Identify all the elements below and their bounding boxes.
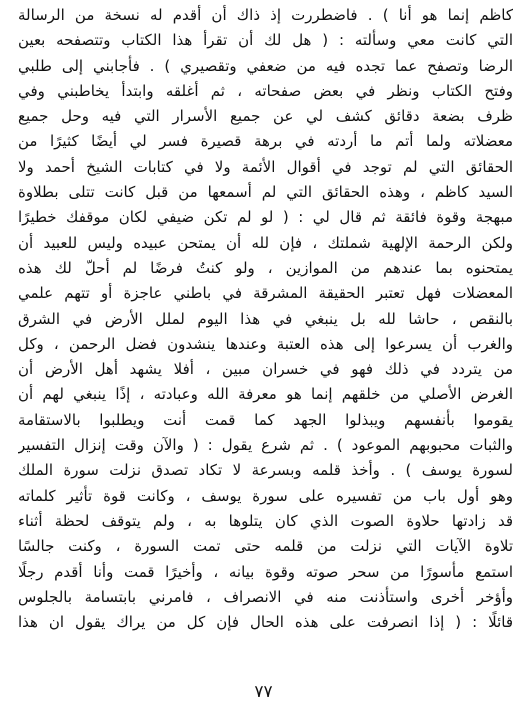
text-line: الرضا وتصفح عما تجده فيه من ضعفي وتقصيري ) . فأجابني إلى طلبي (18, 56, 513, 75)
text-line: بالنقص ، حاشا لله بل ينبغي في هذا اليوم لملل الأرض في الشرق (18, 309, 513, 328)
text-line: ولكن الرحمة الإلهية شملتك ، فإن لله أن يمتحن عبيده وليس للعبيد أن (18, 233, 513, 252)
text-line: كاظم إنما هو أنا ) . فاضطررت إذ ذاك أن أقدم له نسخة من الرسالة (18, 6, 513, 24)
text-line: ظرف بضعة دقائق كشف لي عن جميع الأسرار التي فيه وحل جميع (18, 107, 513, 126)
text-line: قائلًا : ( إذا انصرفت على هذه الحال فإن كل من يراك يقول ان هذا (18, 613, 513, 632)
text-line: تلاوة الآيات التي نزلت من قلمه حتى تمت السورة ، وكنت جالسًا (18, 537, 513, 556)
text-line: وأؤخر أخرى واستأذنت منه في الانصراف ، فامرني بابتسامة بالجلوس (18, 587, 513, 606)
text-line: الحقائق التي لم توجد في أقوال الأئمة ولا في كتابات الشيخ أحمد ولا (18, 157, 513, 176)
text-line: التي كانت معي وسألته : ( هل لك أن تقرأ هذا الكتاب وتتصفحه بعين (18, 31, 513, 50)
text-line: السيد كاظم ، وهذه الحقائق التي لم أسمعها من قبل كانت تتلى بطلاوة (18, 183, 513, 202)
text-line: من يتردد في ذلك فهو في خسران مبين ، أفلا يشهد أهل الأرض أن (18, 360, 513, 379)
text-line: المعضلات فهل تعتبر الحقيقة المشرقة في باطني عاجزة أو تتهم علمي (18, 284, 513, 303)
text-line: يمتحنوه بما عندهم من الموازين ، ولو كنتُ فرضًا لم أحلّ لك هذه (18, 258, 513, 277)
text-line: والثبات محبوبهم الموعود ) . ثم شرع يقول : ( والآن وقت إنزال التفسير (18, 436, 513, 455)
text-line: معضلاته ولما أتم ما أردته في برهة قصيرة فسر لي أيضًا كثيرًا من (18, 132, 513, 151)
text-line: مبهجة وقوة فائقة ثم قال لي : ( لو لم تكن ضيفي لكان موقفك خطيرًا (18, 208, 513, 227)
text-line: والغرب أن يسرعوا إلى هذه العتبة وعندها ينشدون فضل الرحمن ، وكل (18, 334, 513, 353)
page-number: ٧٧ (254, 682, 273, 702)
text-line: الغرض الأصلي من خلقهم إنما هو معرفة الله وعبادته ، إذًا ينبغي لهم أن (18, 385, 513, 404)
text-line: استمع مأسورًا من سحر صوته وقوة بيانه ، وأخيرًا قمت وأنا أقدم رجلًا (18, 562, 513, 581)
body-text (18, 3, 513, 635)
text-line: قد زادتها حلاوة الصوت الذي كان يتلوها به ، ولم يتوقف لحظة أثناء (18, 511, 513, 530)
text-line: وهو أول باب من تفسيره على سورة يوسف ، وكانت قوة تأثير كلماته (18, 486, 513, 505)
text-line: لسورة يوسف ) . وأخذ قلمه وبسرعة لا تكاد تصدق نزلت سورة الملك (18, 461, 513, 480)
text-line: وفتح الكتاب ونظر في بعض صفحاته ، ثم أغلقه وابتدأ يخاطبني وفي (18, 81, 513, 100)
text-line: يقوموا بأنفسهم ويبذلوا الجهد كما قمت أنت ويطلبوا بالاستقامة (18, 410, 513, 429)
